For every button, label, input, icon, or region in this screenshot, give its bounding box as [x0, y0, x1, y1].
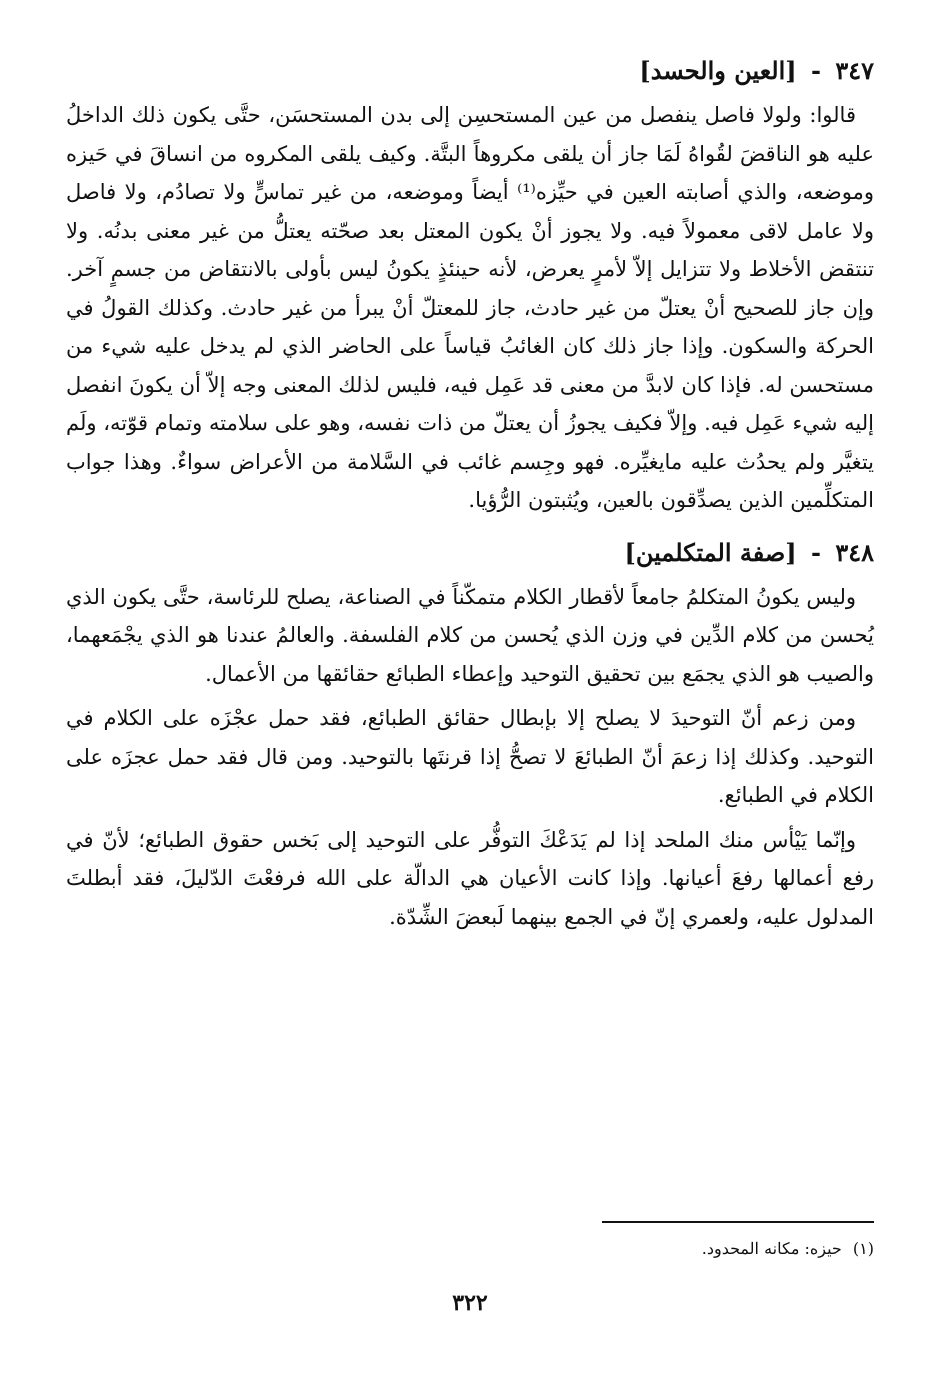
footnote-mark: (١)	[852, 1239, 874, 1258]
section-dash: -	[811, 537, 821, 567]
paragraph: ومن زعم أنّ التوحيدَ لا يصلح إلا بإبطال حقائق الطبائع، فقد حمل عجْزَه على الكلام في التوحيد. وكذلك إذا زعمَ أنّ الطبائعَ لا تصحُّ إذا قرنتَها بالتوحيد. ومن قال فقد حمل عجزَه على الكلام في الطبائع.	[66, 706, 874, 807]
section-evil-eye	[66, 50, 874, 520]
footnote	[702, 1236, 874, 1262]
footnote-text: حيزه: مكانه المحدود.	[701, 1239, 842, 1258]
page-body	[66, 50, 874, 942]
section-number: ٣٤٨	[835, 537, 874, 567]
section-title	[66, 50, 874, 92]
section-title	[66, 532, 874, 574]
paragraph: وليس يكونُ المتكلمُ جامعاً لأقطار الكلام متمكّناً في الصناعة، يصلح للرئاسة، حتَّى يكون الذي يُحسن من كلام الدِّين في وزن الذي يُحسن من كلام الفلسفة. والعالمُ عندنا هو الذي يجْمَعهما، والصيب هو الذي يجمَع بين تحقيق التوحيد وإعطاء الطبائع حقائقها من الأعمال.	[66, 584, 874, 686]
footnote-separator	[602, 1221, 874, 1223]
section-heading: [صفة المتكلمين]	[624, 537, 797, 567]
section-heading: [العين والحسد]	[639, 56, 797, 85]
section-number: ٣٤٧	[835, 56, 874, 85]
paragraph: وإنّما يَيْأس منك الملحد إذا لم يَدَعْكَ التوفُّر على التوحيد إلى بَخس حقوق الطبائع؛ لأنّ في رفع أعمالها رفعَ أعيانها. وإذا كانت الأعيان هي الدالّة على الله فرفعْتَ الدّليلَ، فقد أبطلتَ المدلول عليه، ولعمري إنّ في الجمع بينهما لَبعضَ الشِّدّة.	[66, 827, 874, 929]
section-theologians	[66, 532, 874, 937]
section-dash: -	[811, 56, 821, 85]
page-number: ٣٢٢	[452, 1290, 488, 1316]
paragraph: قالوا: ولولا فاصل ينفصل من عين المستحسِن إلى بدن المستحسَن، حتَّى يكون ذلك الداخلُ عليه هو الناقضَ لقُواهُ لَمَا جاز أن يلقى مكروهاً البتَّة. وكيف يلقى المكروه من انساقَ في حَيزه وموضعه، والذي أصابته العين في حيِّزه⁽¹⁾ أيضاً وموضعه، من غير تماسٍّ ولا تصادُم، ولا فاصل ولا عامل لاقى معمولاً فيه. ولا يجوز أنْ يكون المعتل بعد صحّته يعتلُّ من غير معنى بدنُه. ولا تنتقض الأخلاط ولا تتزايل إلاّ لأمرٍ يعرض، لأنه حينئذٍ يكونُ ليس بأولى بالانتقاض من جسمٍ آخر. وإن جاز للصحيح أنْ يعتلّ من غير حادث، جاز للمعتلّ أنْ يبرأ من غير حادث. وكذلك القولُ في الحركة والسكون. وإذا جاز ذلك كان الغائبُ قياساً على الحاضر الذي لم يدخل عليه شيء من مستحسن له. فإذا كان لابدَّ من معنى قد عَمِل فيه، فليس لذلك المعنى وجه إلاّ أن يكونَ انفصل إليه شيء عَمِل فيه. وإلاّ فكيف يجوزُ أن يعتلّ من ذات نفسه، وهو على سلامته وتمام قوّته، ولَم يتغيَّر ولم يحدُث عليه مايغيِّره. فهو وجِسم غائب في السَّلامة من الأعراض سواءٌ. وهذا جواب المتكلِّمين الذين يصدِّقون بالعين، ويُثبتون الرُّؤيا.	[66, 103, 874, 512]
